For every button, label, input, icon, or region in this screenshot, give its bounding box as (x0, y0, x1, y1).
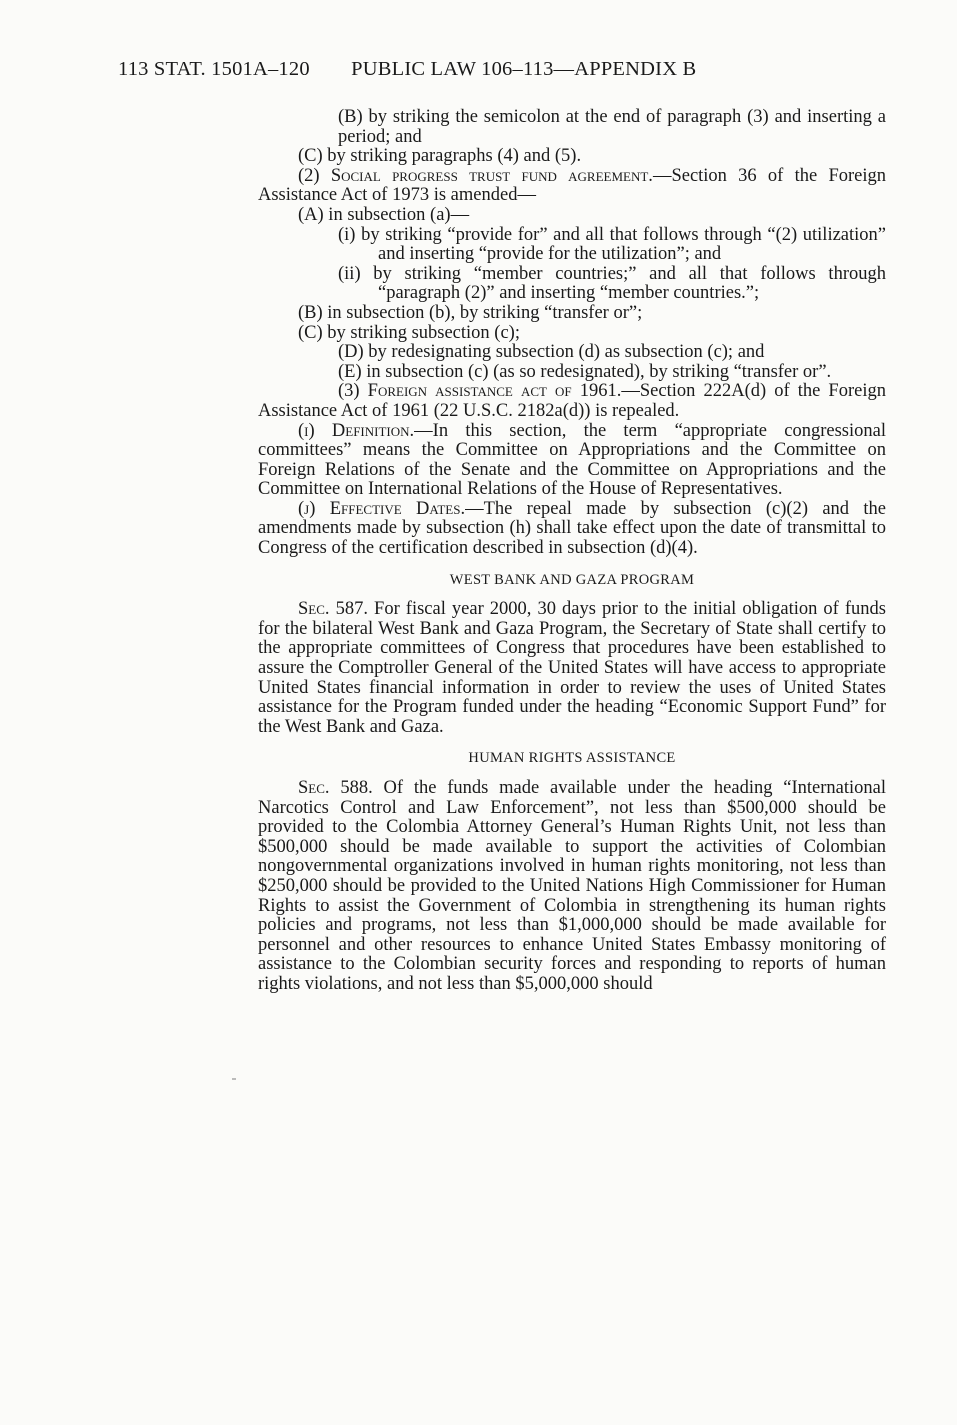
paragraph-label: (j) Effective Dates. (298, 498, 466, 519)
section-heading: HUMAN RIGHTS ASSISTANCE (468, 750, 676, 767)
paragraph: (i) by striking “provide for” and all that follows through “(2) utilization” and inserting “provide for the utilization”; and (338, 224, 886, 265)
paragraph (258, 500, 886, 559)
paragraph: (B) by striking the semicolon at the end of paragraph (3) and inserting a period; and (338, 107, 886, 147)
section-paragraph (258, 779, 886, 995)
page-reference: 113 STAT. 1501A–120 (118, 58, 310, 80)
paragraph-text: —In this section, the term “appropriate congressional committees” means the Committee on Appropriations and the Committee on Foreign Relations of the Senate and the Committee on Appropriations and the Committee on International Relations of the House of Representatives. (258, 420, 886, 500)
paragraph (258, 167, 886, 206)
paragraph: (C) by striking subsection (c); (298, 322, 520, 343)
paragraph (258, 422, 886, 500)
paragraph: (E) in subsection (c) (as so redesignated), by striking “transfer or”. (338, 361, 832, 382)
scan-mark (232, 1078, 236, 1080)
paragraph-label: (2) Social progress trust fund agreement. (298, 165, 653, 186)
section-label: Sec. 587. (298, 599, 368, 620)
paragraph-label: (i) Definition. (298, 420, 415, 441)
section-paragraph (258, 600, 886, 737)
paragraph: (A) in subsection (a)— (298, 204, 470, 225)
paragraph: (D) by redesignating subsection (d) as subsection (c); and (338, 342, 765, 363)
section-text: Of the funds made available under the heading “International Narcotics Control and Law Enforcement”, not less than $500,000 should be provided to the Colombia Attorney General’s Human Rights Unit, not less than $500,000 should be made available to support the activities of Colombian nongovernmental organizations involved in human rights monitoring, not less than $250,000 should be provided to the United Nations High Commissioner for Human Rights to assist the Government of Colombia in strengthening its human rights policies and programs, not less than $1,000,000 should be made available for personnel and other resources to enhance United States Embassy monitoring of assistance to the Colombian security forces and responding to reports of human rights violations, and not less than $5,000,000 should (258, 778, 886, 994)
paragraph-text: —Section 222A(d) of the Foreign Assistance Act of 1961 (22 U.S.C. 2182a(d)) is repealed. (258, 381, 886, 421)
page-header (118, 58, 732, 81)
paragraph (218, 382, 886, 421)
paragraph: (C) by striking paragraphs (4) and (5). (298, 146, 582, 167)
running-title: PUBLIC LAW 106–113—APPENDIX B (351, 58, 697, 80)
section-text: For fiscal year 2000, 30 days prior to the initial obligation of funds for the bilateral West Bank and Gaza Program, the Secretary of State shall certify to the appropriate committees of Congress that procedures have been established to assure the Comptroller General of the United States will have access to appropriate United States financial information in order to review the uses of United States assistance for the Program funded under the heading “Economic Support Fund” for the West Bank and Gaza. (258, 599, 886, 737)
paragraph-label: (3) Foreign assistance act of 1961. (338, 381, 622, 402)
section-label: Sec. 588. (298, 778, 373, 798)
section-heading: WEST BANK AND GAZA PROGRAM (449, 571, 695, 588)
paragraph: (ii) by striking “member countries;” and all that follows through “paragraph (2)” and inserting “member countries.”; (338, 263, 886, 304)
document-body (258, 108, 886, 995)
paragraph-text: —Section 36 of the Foreign Assistance Act of 1973 is amended— (258, 165, 886, 206)
paragraph: (B) in subsection (b), by striking “transfer or”; (298, 302, 643, 323)
paragraph-text: —The repeal made by subsection (c)(2) and the amendments made by subsection (h) shall take effect upon the date of transmittal to Congress of the certification described in subsection (d)(4). (258, 498, 886, 559)
